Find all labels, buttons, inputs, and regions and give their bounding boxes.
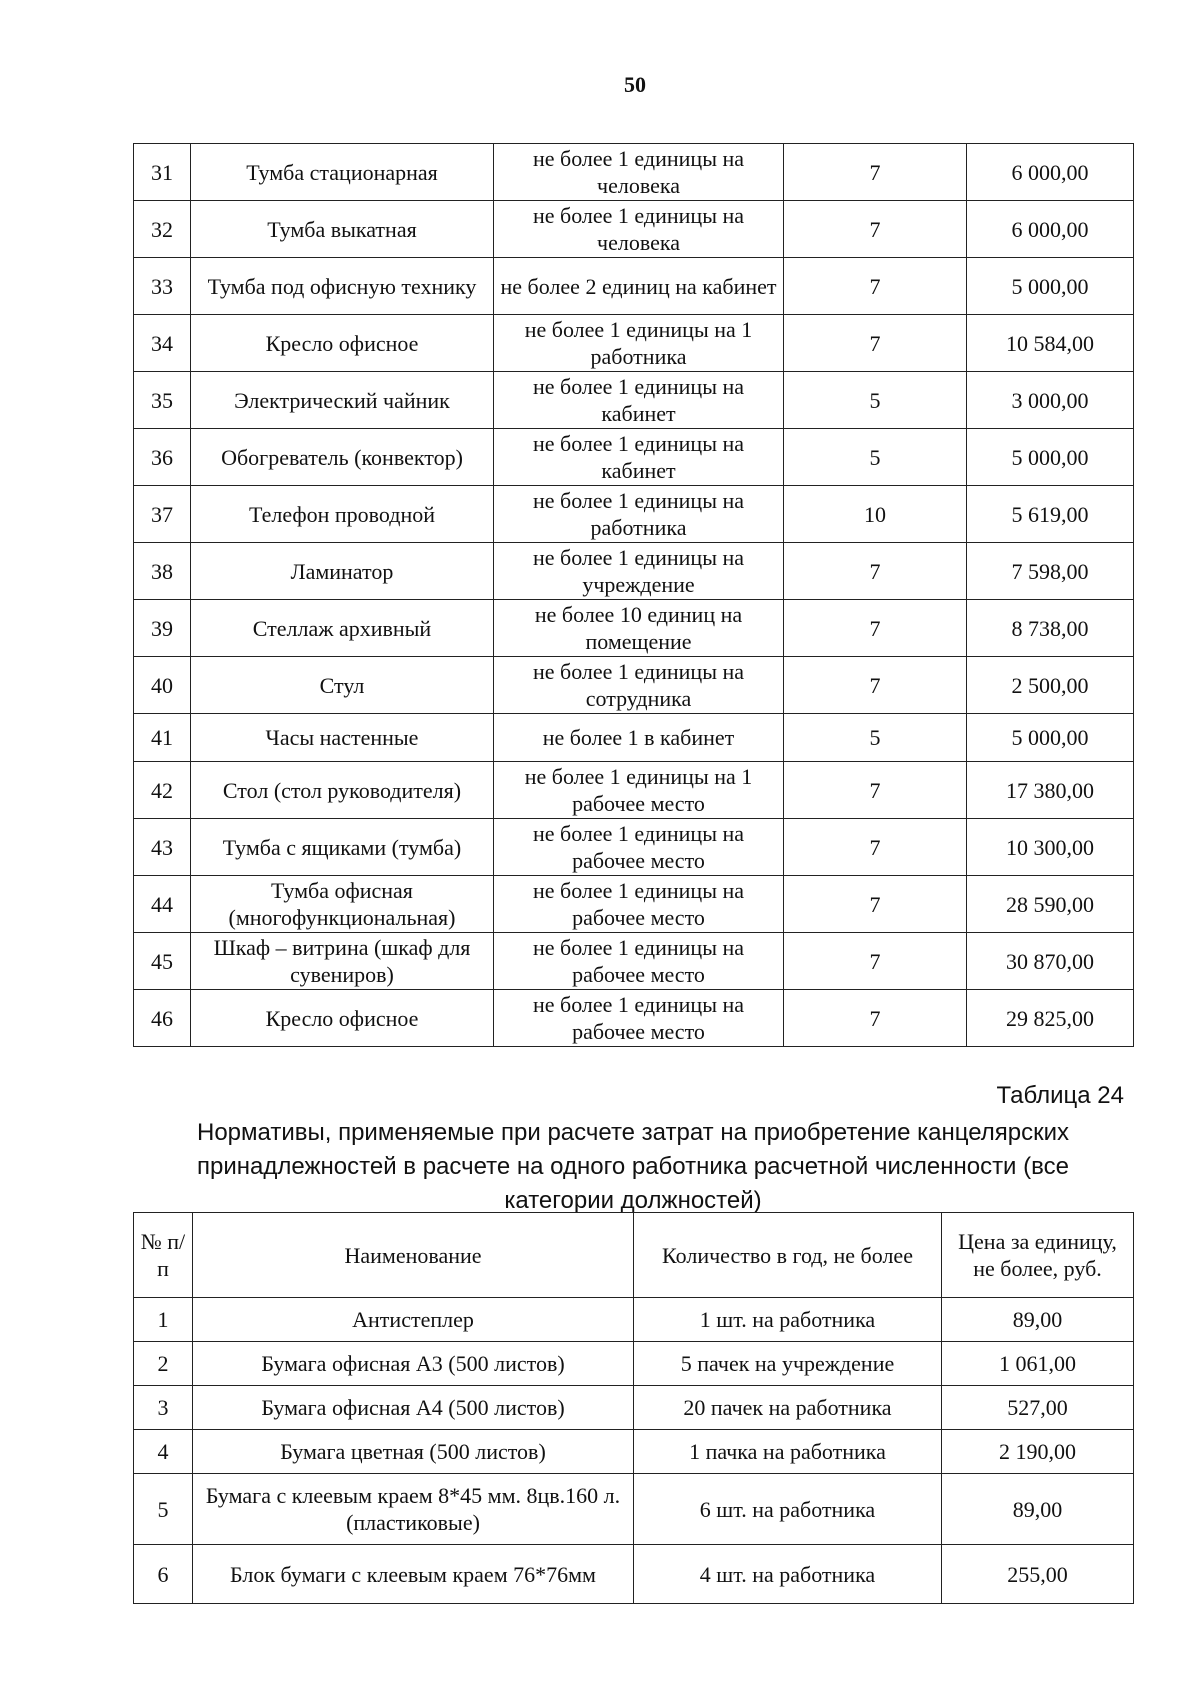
item-name: Бумага офисная А4 (500 листов) [193, 1386, 634, 1430]
item-quantity: 6 шт. на работника [634, 1474, 942, 1545]
item-norm: не более 1 единицы на человека [494, 144, 784, 201]
service-years: 5 [784, 714, 967, 762]
item-price: 6 000,00 [967, 144, 1134, 201]
item-name: Тумба офисная (многофункциональная) [191, 876, 494, 933]
item-name: Стол (стол руководителя) [191, 762, 494, 819]
table-row [134, 372, 1134, 429]
service-years: 5 [784, 429, 967, 486]
item-price: 8 738,00 [967, 600, 1134, 657]
item-price: 6 000,00 [967, 201, 1134, 258]
item-name: Телефон проводной [191, 486, 494, 543]
item-name: Стул [191, 657, 494, 714]
item-norm: не более 1 единицы на человека [494, 201, 784, 258]
table-row [134, 201, 1134, 258]
item-quantity: 1 шт. на работника [634, 1298, 942, 1342]
service-years: 5 [784, 372, 967, 429]
table-header-row [134, 1213, 1134, 1298]
row-number: 36 [134, 429, 191, 486]
table-row [134, 1298, 1134, 1342]
table-row [134, 258, 1134, 315]
item-price: 89,00 [942, 1298, 1134, 1342]
item-price: 89,00 [942, 1474, 1134, 1545]
row-number: 41 [134, 714, 191, 762]
service-years: 7 [784, 543, 967, 600]
table-row [134, 1545, 1134, 1604]
item-name: Кресло офисное [191, 315, 494, 372]
row-number: 2 [134, 1342, 193, 1386]
item-quantity: 20 пачек на работника [634, 1386, 942, 1430]
row-number: 33 [134, 258, 191, 315]
item-name: Тумба под офисную технику [191, 258, 494, 315]
item-norm: не более 1 единицы на работника [494, 486, 784, 543]
item-price: 10 584,00 [967, 315, 1134, 372]
table-row [134, 1474, 1134, 1545]
row-number: 40 [134, 657, 191, 714]
row-number: 43 [134, 819, 191, 876]
item-name: Блок бумаги с клеевым краем 76*76мм [193, 1545, 634, 1604]
item-name: Стеллаж архивный [191, 600, 494, 657]
table-row [134, 429, 1134, 486]
table-row [134, 876, 1134, 933]
item-norm: не более 1 единицы на сотрудника [494, 657, 784, 714]
item-price: 29 825,00 [967, 990, 1134, 1047]
page-number: 50 [624, 72, 646, 97]
table-row [134, 990, 1134, 1047]
row-number: 37 [134, 486, 191, 543]
service-years: 7 [784, 933, 967, 990]
item-name: Тумба с ящиками (тумба) [191, 819, 494, 876]
item-name: Тумба стационарная [191, 144, 494, 201]
row-number: 38 [134, 543, 191, 600]
item-name: Бумага с клеевым краем 8*45 мм. 8цв.160 л. (пластиковые) [193, 1474, 634, 1545]
item-norm: не более 1 единицы на 1 работника [494, 315, 784, 372]
row-number: 5 [134, 1474, 193, 1545]
row-number: 35 [134, 372, 191, 429]
service-years: 10 [784, 486, 967, 543]
item-norm: не более 1 единицы на рабочее место [494, 876, 784, 933]
row-number: 1 [134, 1298, 193, 1342]
item-price: 2 500,00 [967, 657, 1134, 714]
service-years: 7 [784, 876, 967, 933]
stationery-norms-table [133, 1212, 1134, 1604]
table-row [134, 819, 1134, 876]
service-years: 7 [784, 819, 967, 876]
item-norm: не более 1 единицы на кабинет [494, 372, 784, 429]
table-row [134, 933, 1134, 990]
table-row [134, 1430, 1134, 1474]
item-price: 2 190,00 [942, 1430, 1134, 1474]
service-years: 7 [784, 762, 967, 819]
item-price: 30 870,00 [967, 933, 1134, 990]
item-quantity: 4 шт. на работника [634, 1545, 942, 1604]
row-number: 42 [134, 762, 191, 819]
table-row [134, 486, 1134, 543]
item-norm: не более 10 единиц на помещение [494, 600, 784, 657]
furniture-norms-table [133, 143, 1134, 1047]
item-name: Часы настенные [191, 714, 494, 762]
item-name: Электрический чайник [191, 372, 494, 429]
stationery-norms-table-body [134, 1298, 1134, 1604]
item-price: 527,00 [942, 1386, 1134, 1430]
item-name: Тумба выкатная [191, 201, 494, 258]
row-number: 34 [134, 315, 191, 372]
item-norm: не более 1 единицы на кабинет [494, 429, 784, 486]
item-norm: не более 1 единицы на учреждение [494, 543, 784, 600]
row-number: 31 [134, 144, 191, 201]
item-name: Антистеплер [193, 1298, 634, 1342]
table-row [134, 1342, 1134, 1386]
item-price: 5 000,00 [967, 714, 1134, 762]
row-number: 3 [134, 1386, 193, 1430]
item-norm: не более 1 единицы на рабочее место [494, 933, 784, 990]
table-row [134, 714, 1134, 762]
header-quantity: Количество в год, не более [634, 1213, 942, 1298]
header-number: № п/п [134, 1213, 193, 1298]
service-years: 7 [784, 144, 967, 201]
item-price: 10 300,00 [967, 819, 1134, 876]
item-norm: не более 2 единиц на кабинет [494, 258, 784, 315]
table-row [134, 144, 1134, 201]
header-name: Наименование [193, 1213, 634, 1298]
item-quantity: 1 пачка на работника [634, 1430, 942, 1474]
row-number: 32 [134, 201, 191, 258]
item-price: 17 380,00 [967, 762, 1134, 819]
service-years: 7 [784, 990, 967, 1047]
row-number: 6 [134, 1545, 193, 1604]
item-norm: не более 1 единицы на 1 рабочее место [494, 762, 784, 819]
item-price: 255,00 [942, 1545, 1134, 1604]
table-row [134, 315, 1134, 372]
item-name: Бумага офисная А3 (500 листов) [193, 1342, 634, 1386]
service-years: 7 [784, 315, 967, 372]
item-price: 7 598,00 [967, 543, 1134, 600]
table-row [134, 1386, 1134, 1430]
header-price: Цена за единицу, не более, руб. [942, 1213, 1134, 1298]
item-norm: не более 1 единицы на рабочее место [494, 819, 784, 876]
item-name: Обогреватель (конвектор) [191, 429, 494, 486]
item-price: 5 000,00 [967, 258, 1134, 315]
item-norm: не более 1 единицы на рабочее место [494, 990, 784, 1047]
item-name: Шкаф – витрина (шкаф для сувениров) [191, 933, 494, 990]
table-row [134, 600, 1134, 657]
table-row [134, 543, 1134, 600]
row-number: 46 [134, 990, 191, 1047]
table-label: Таблица 24 [996, 1082, 1124, 1109]
item-price: 5 619,00 [967, 486, 1134, 543]
item-name: Кресло офисное [191, 990, 494, 1047]
item-norm: не более 1 в кабинет [494, 714, 784, 762]
item-name: Бумага цветная (500 листов) [193, 1430, 634, 1474]
item-price: 1 061,00 [942, 1342, 1134, 1386]
furniture-norms-table-body [134, 144, 1134, 1047]
row-number: 44 [134, 876, 191, 933]
row-number: 39 [134, 600, 191, 657]
row-number: 45 [134, 933, 191, 990]
item-price: 28 590,00 [967, 876, 1134, 933]
table-row [134, 762, 1134, 819]
item-name: Ламинатор [191, 543, 494, 600]
item-price: 3 000,00 [967, 372, 1134, 429]
item-price: 5 000,00 [967, 429, 1134, 486]
table-title: Нормативы, применяемые при расчете затрат на приобретение канцелярских принадлежностей в расчете на одного работника расчетной численности (все категории должностей) [197, 1119, 1069, 1214]
service-years: 7 [784, 600, 967, 657]
service-years: 7 [784, 201, 967, 258]
service-years: 7 [784, 258, 967, 315]
service-years: 7 [784, 657, 967, 714]
table-row [134, 657, 1134, 714]
row-number: 4 [134, 1430, 193, 1474]
item-quantity: 5 пачек на учреждение [634, 1342, 942, 1386]
